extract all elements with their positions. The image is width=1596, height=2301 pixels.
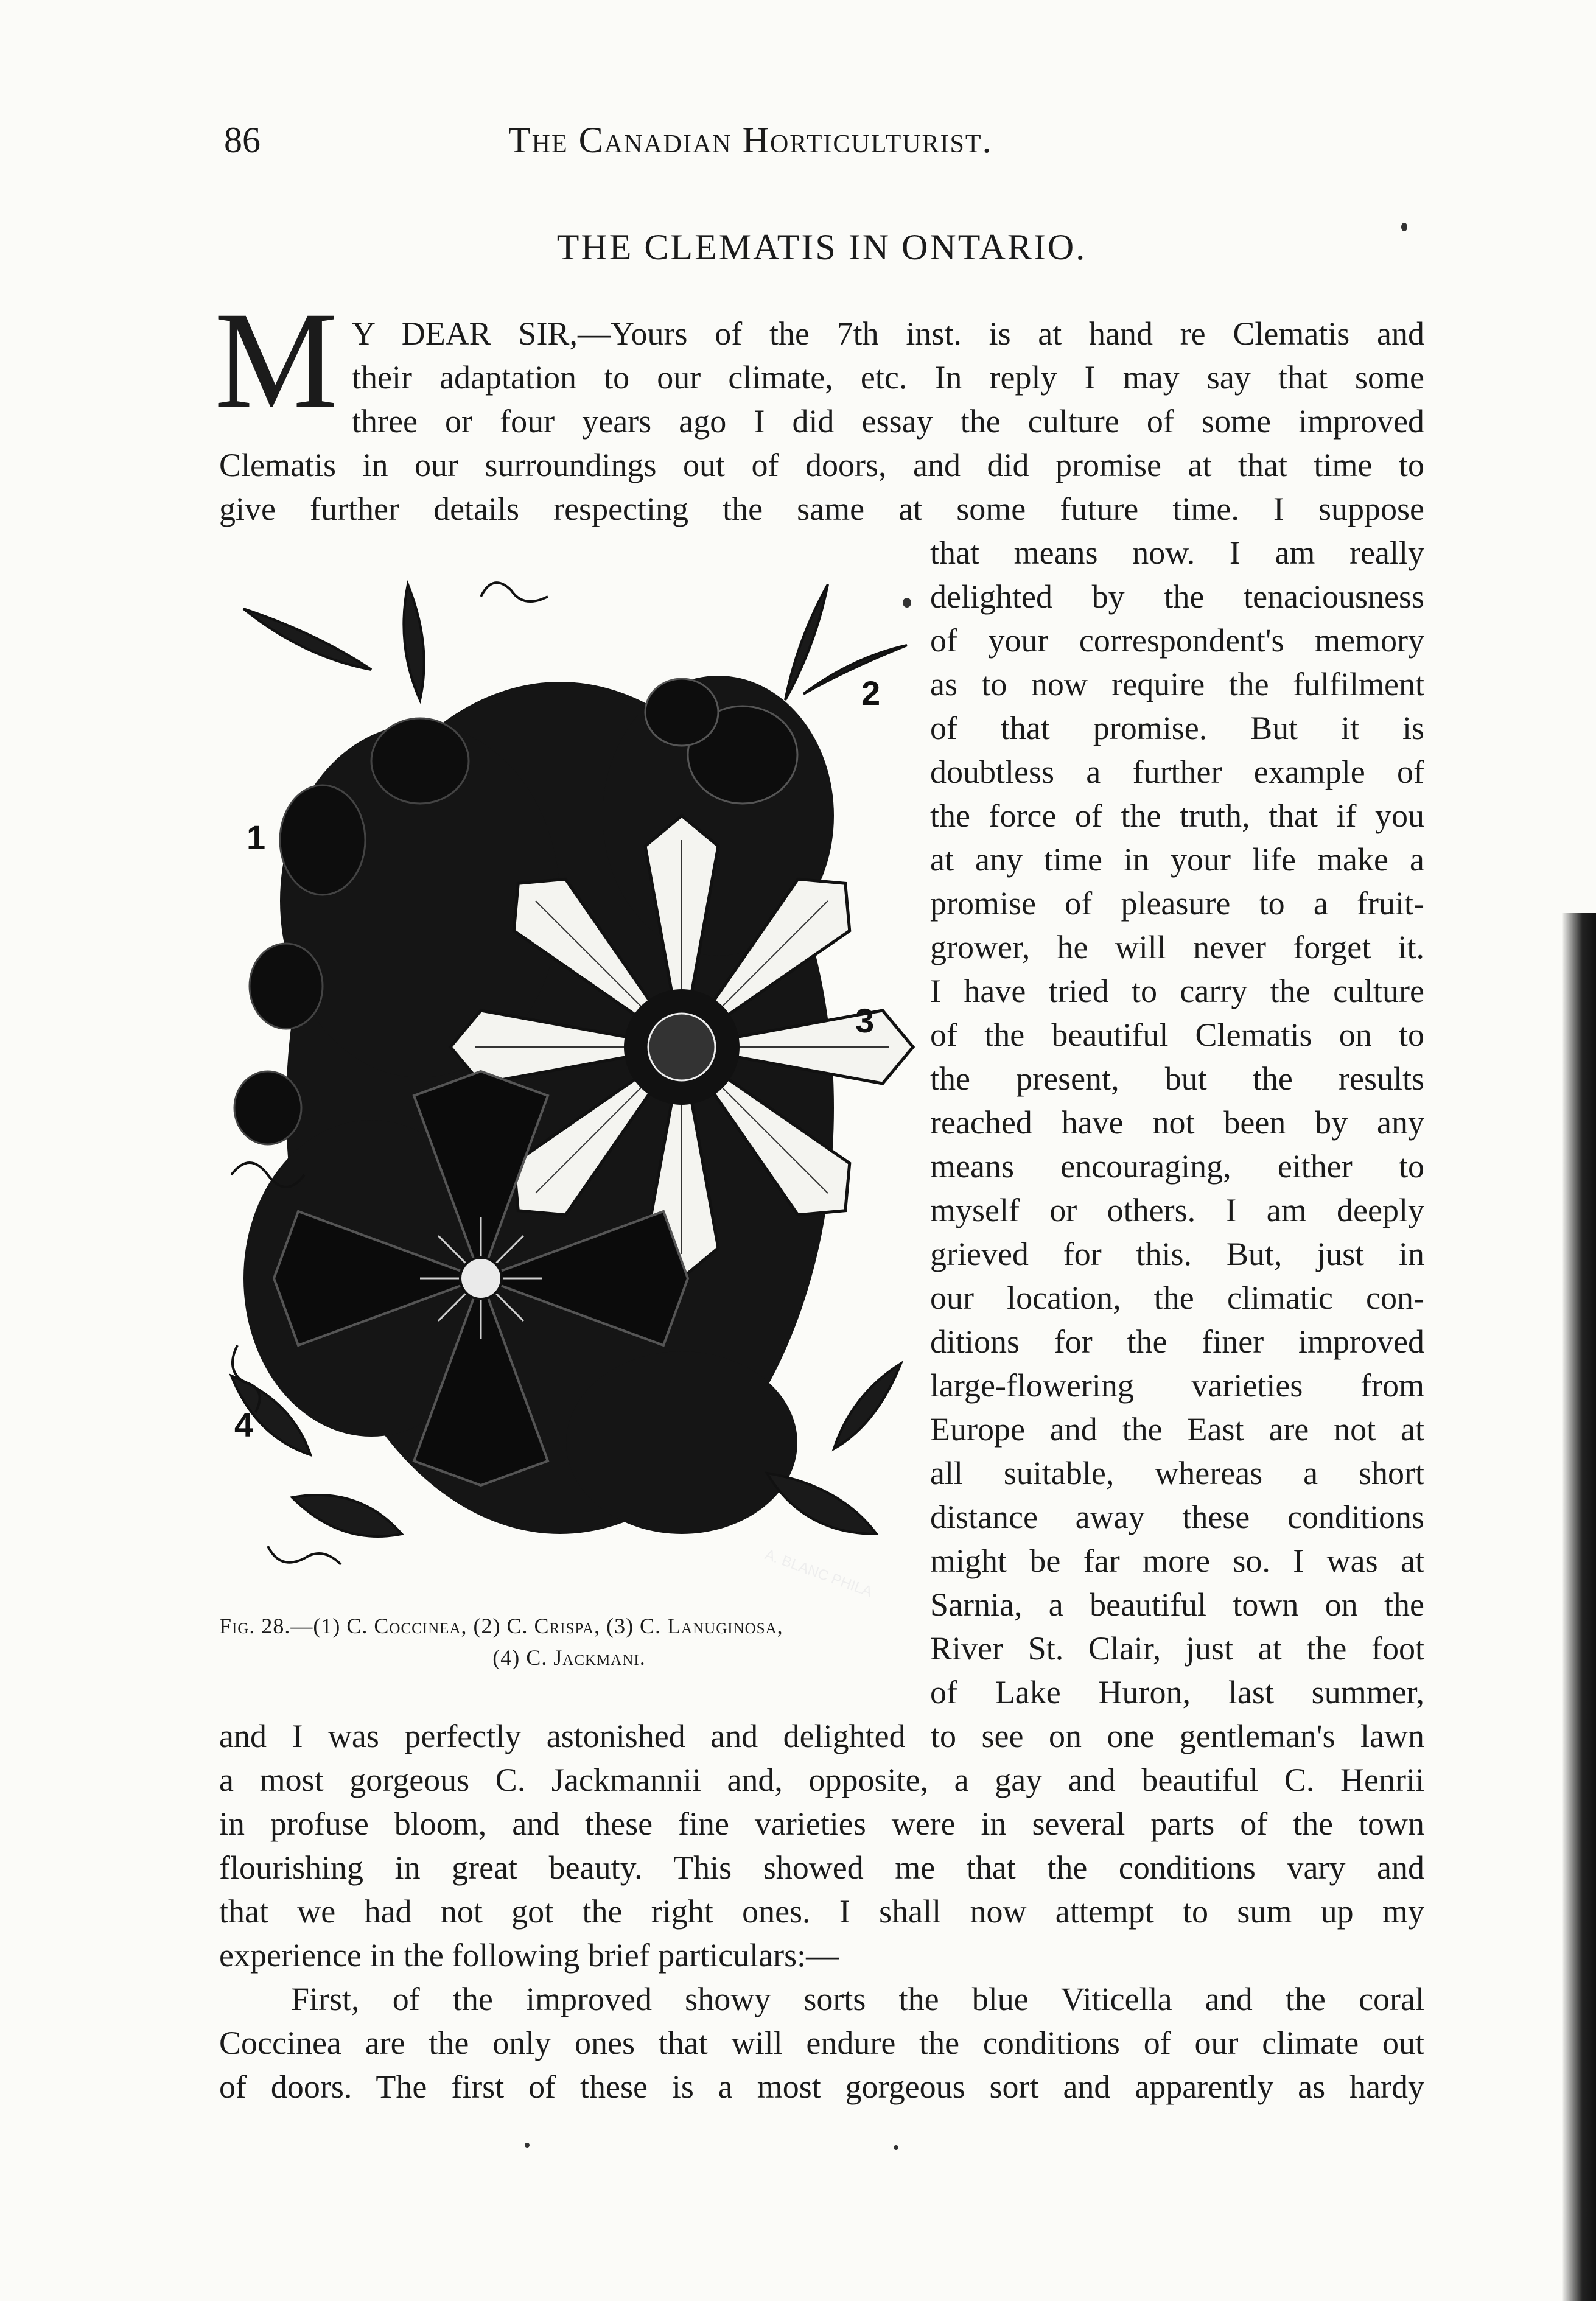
text-line: distance away these conditions [930, 1499, 1424, 1535]
text-line: three or four years ago I did essay the culture of some improved [352, 403, 1424, 440]
figure-label: 3 [855, 1001, 875, 1040]
ink-speck [903, 598, 911, 608]
text-line: a most gorgeous C. Jackmannii and, opposite, a gay and beautiful C. Henrii [219, 1762, 1424, 1798]
text-line: Europe and the East are not at [930, 1411, 1424, 1448]
running-head [219, 119, 1424, 168]
text-line: delighted by the tenaciousness [930, 578, 1424, 615]
text-line: I have tried to carry the culture [930, 973, 1424, 1009]
text-line: River St. Clair, just at the foot [930, 1630, 1424, 1667]
text-line: experience in the following brief particulars:— [219, 1937, 839, 1974]
figure-caption: Fig. 28.—(1) C. Coccinea, (2) C. Crispa, (3) C. Lanuginosa, [219, 1614, 783, 1638]
flower-lanuginosa [450, 816, 913, 1278]
text-line: of Lake Huron, last summer, [930, 1674, 1424, 1711]
text-line: at any time in your life make a [930, 841, 1424, 878]
text-line: all suitable, whereas a short [930, 1455, 1424, 1491]
clematis-figure [219, 560, 919, 1670]
text-line: ditions for the finer improved [930, 1323, 1424, 1360]
page-edge-shadow [1562, 913, 1596, 2301]
text-line: Sarnia, a beautiful town on the [930, 1586, 1424, 1623]
ink-speck [894, 2145, 898, 2150]
text-line: the force of the truth, that if you [930, 797, 1424, 834]
text-line: their adaptation to our climate, etc. In reply I may say that some [352, 359, 1424, 396]
text-line: the present, but the results [930, 1060, 1424, 1097]
text-line: First, of the improved showy sorts the blue Viticella and the coral [291, 1981, 1424, 2017]
text-line: that means now. I am really [930, 534, 1424, 571]
text-line: means encouraging, either to [930, 1148, 1424, 1185]
text-line: of the beautiful Clematis on to [930, 1017, 1424, 1053]
text-line: might be far more so. I was at [930, 1543, 1424, 1579]
text-line: grower, he will never forget it. [930, 929, 1424, 965]
text-line: flourishing in great beauty. This showed me that the conditions vary and [219, 1849, 1424, 1886]
text-line: our location, the climatic con- [930, 1280, 1424, 1316]
figure-label: 4 [234, 1406, 254, 1444]
clematis-engraving [219, 560, 919, 1613]
text-line: as to now require the fulfilment [930, 666, 1424, 702]
text-line: and I was perfectly astonished and delighted to see on one gentleman's lawn [219, 1718, 1424, 1754]
text-line: that we had not got the right ones. I shall now attempt to sum up my [219, 1893, 1424, 1930]
ink-speck [525, 2143, 530, 2148]
page-number: 86 [224, 120, 261, 160]
figure-label: 2 [861, 674, 881, 712]
text-line: myself or others. I am deeply [930, 1192, 1424, 1228]
running-title: The Canadian Horticulturist. [508, 120, 993, 160]
text-line: large-flowering varieties from [930, 1367, 1424, 1404]
ink-speck [1401, 223, 1407, 231]
text-line: in profuse bloom, and these fine varieties were in several parts of the town [219, 1805, 1424, 1842]
text-line: of doors. The first of these is a most gorgeous sort and apparently as hardy [219, 2068, 1424, 2105]
text-line: of your correspondent's memory [930, 622, 1424, 659]
text-line: promise of pleasure to a fruit- [930, 885, 1424, 922]
text-line: give further details respecting the same at some future time. I suppose [219, 491, 1424, 527]
text-line: Y DEAR SIR,—Yours of the 7th inst. is at hand re Clematis and [352, 315, 1424, 352]
engraver-mark: A. BLANC PHILA [762, 1546, 875, 1601]
figure-caption-continued: (4) C. Jackmani. [492, 1645, 646, 1670]
text-line: Coccinea are the only ones that will endure the conditions of our climate out [219, 2025, 1424, 2061]
text-line: reached have not been by any [930, 1104, 1424, 1141]
text-line: grieved for this. But, just in [930, 1236, 1424, 1272]
text-line: of that promise. But it is [930, 710, 1424, 746]
figure-label: 1 [247, 818, 266, 856]
drop-cap: M [214, 284, 338, 437]
text-line: doubtless a further example of [930, 754, 1424, 790]
article-title: THE CLEMATIS IN ONTARIO. [556, 227, 1087, 267]
text-line: Clematis in our surroundings out of doors, and did promise at that time to [219, 447, 1424, 483]
